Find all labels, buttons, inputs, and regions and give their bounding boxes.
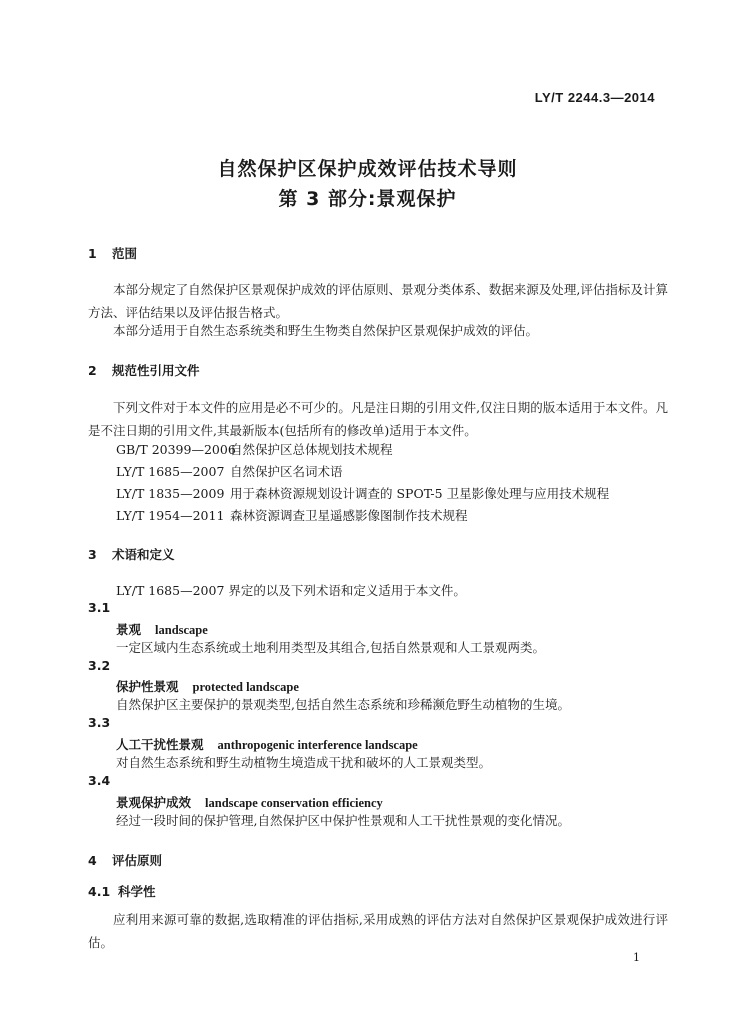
subsection-number: 4.1	[88, 884, 111, 899]
term-definition: 一定区域内生态系统或土地利用类型及其组合,包括自然景观和人工景观两类。	[116, 640, 545, 655]
section-number: 2	[88, 363, 97, 378]
section-title: 规范性引用文件	[112, 363, 200, 378]
term-chinese: 人工干扰性景观	[116, 737, 204, 752]
term-english: landscape conservation efficiency	[205, 796, 383, 810]
term-chinese: 景观保护成效	[116, 795, 192, 810]
reference-code: GB/T 20399—2006	[116, 442, 236, 457]
section-number: 4	[88, 853, 97, 868]
reference-code: LY/T 1685—2007	[116, 464, 225, 479]
term-definition: 对自然生态系统和野生动植物生境造成干扰和破坏的人工景观类型。	[116, 755, 492, 770]
section-number: 3	[88, 547, 97, 562]
reference-code: LY/T 1954—2011	[116, 508, 225, 523]
term-heading	[116, 793, 383, 811]
term-english: landscape	[155, 623, 208, 637]
section-1-paragraph-2: 本部分适用于自然生态系统类和野生生物类自然保护区景观保护成效的评估。	[113, 323, 539, 338]
term-english: protected landscape	[192, 680, 299, 694]
reference-title: 森林资源调查卫星遥感影像图制作技术规程	[230, 508, 468, 523]
reference-title: 自然保护区名词术语	[230, 464, 343, 479]
term-chinese: 景观	[116, 622, 142, 637]
term-definition: 经过一段时间的保护管理,自然保护区中保护性景观和人工干扰性景观的变化情况。	[116, 813, 570, 828]
term-number: 3.3	[88, 715, 111, 730]
reference-item	[116, 506, 468, 524]
term-number: 3.2	[88, 658, 111, 673]
section-number: 1	[88, 246, 97, 261]
page-number: 1	[633, 951, 640, 964]
section-title: 评估原则	[112, 853, 163, 868]
term-english: anthropogenic interference landscape	[217, 738, 418, 752]
reference-item	[116, 440, 393, 458]
section-4-heading	[88, 851, 162, 869]
term-heading	[116, 677, 299, 695]
term-chinese: 保护性景观	[116, 679, 179, 694]
reference-code: LY/T 1835—2009	[116, 486, 225, 501]
subsection-4-1-heading	[88, 882, 156, 900]
term-definition: 自然保护区主要保护的景观类型,包括自然生态系统和珍稀濒危野生动植物的生境。	[116, 697, 570, 712]
reference-title: 用于森林资源规划设计调查的 SPOT-5 卫星影像处理与应用技术规程	[230, 486, 610, 501]
section-2-heading	[88, 361, 200, 379]
term-number: 3.4	[88, 773, 111, 788]
section-1-heading	[88, 244, 137, 262]
document-title: 自然保护区保护成效评估技术导则	[217, 158, 518, 180]
section-3-intro: LY/T 1685—2007 界定的以及下列术语和定义适用于本文件。	[116, 583, 466, 598]
standard-code: LY/T 2244.3—2014	[534, 90, 655, 105]
document-subtitle: 第 3 部分:景观保护	[278, 188, 457, 210]
reference-item	[116, 462, 343, 480]
term-heading	[116, 735, 418, 753]
section-title: 范围	[112, 246, 138, 261]
reference-title: 自然保护区总体规划技术规程	[230, 442, 393, 457]
reference-item	[116, 484, 609, 502]
section-1-paragraph-1: 本部分规定了自然保护区景观保护成效的评估原则、景观分类体系、数据来源及处理,评估指标及计算方法、评估结果以及评估报告格式。	[88, 282, 668, 320]
term-number: 3.1	[88, 600, 111, 615]
section-2-paragraph: 下列文件对于本文件的应用是必不可少的。凡是注日期的引用文件,仅注日期的版本适用于本文件。凡是不注日期的引用文件,其最新版本(包括所有的修改单)适用于本文件。	[88, 400, 668, 438]
subsection-title: 科学性	[118, 884, 156, 899]
subsection-4-1-paragraph: 应利用来源可靠的数据,选取精准的评估指标,采用成熟的评估方法对自然保护区景观保护成效进行评估。	[88, 912, 668, 950]
term-heading	[116, 620, 208, 638]
section-title: 术语和定义	[112, 547, 175, 562]
section-3-heading	[88, 545, 175, 563]
